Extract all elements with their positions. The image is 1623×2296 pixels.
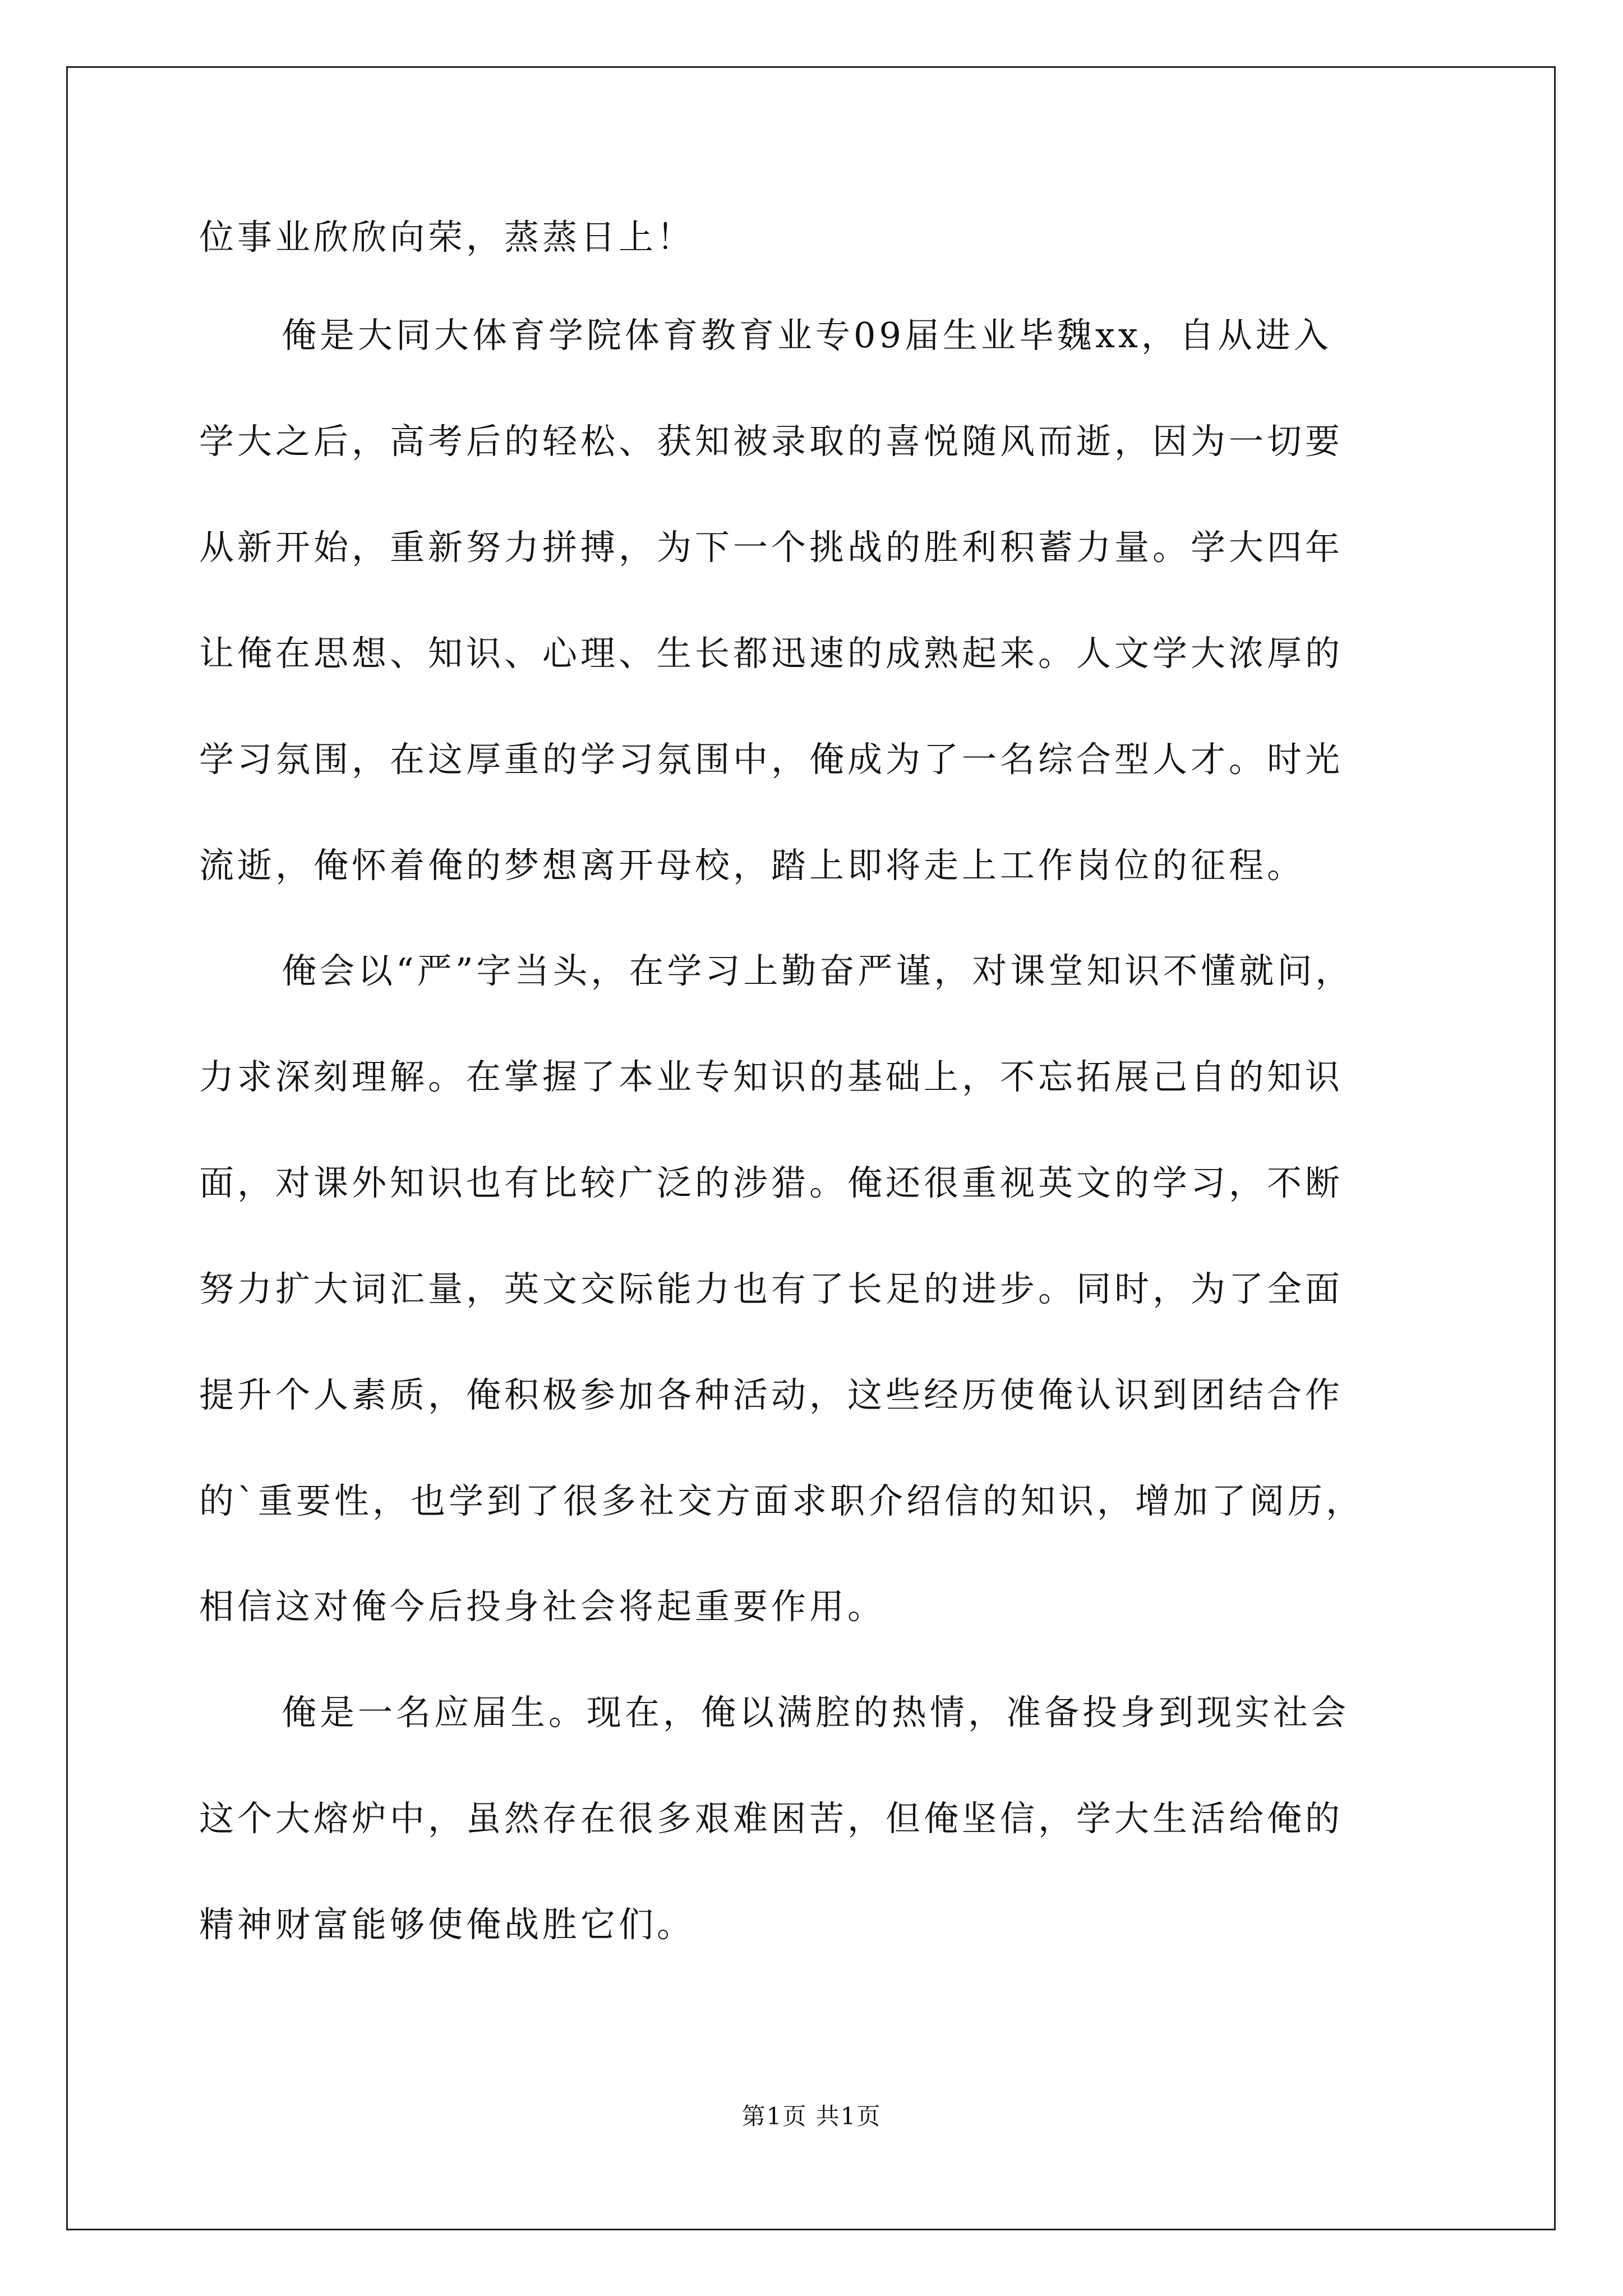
text-line: 面，对课外知识也有比较广泛的涉猎。俺还很重视英文的学习，不断: [199, 1162, 1344, 1203]
text-line: 精神财富能够使俺战胜它们。: [199, 1904, 695, 1945]
text-line: 力求深刻理解。在掌握了本业专知识的基础上，不忘拓展己自的知识: [199, 1056, 1344, 1097]
paragraph-first-line: 俺是大同大体育学院体育教育业专09届生业毕魏xx，自从进入: [282, 315, 1332, 356]
paragraph-first-line: 俺是一名应届生。现在，俺以满腔的热情，准备投身到现实社会: [282, 1692, 1350, 1733]
text-line: 学习氛围，在这厚重的学习氛围中，俺成为了一名综合型人才。时光: [199, 739, 1344, 780]
text-line: 这个大熔炉中，虽然存在很多艰难困苦，但俺坚信，学大生活给俺的: [199, 1798, 1344, 1839]
page-number-footer: 第1页 共1页: [741, 2102, 882, 2130]
text-line: 努力扩大词汇量，英文交际能力也有了长足的进步。同时，为了全面: [199, 1268, 1344, 1309]
text-line: 学大之后，高考后的轻松、获知被录取的喜悦随风而逝，因为一切要: [199, 421, 1344, 462]
text-line: 让俺在思想、知识、心理、生长都迅速的成熟起来。人文学大浓厚的: [199, 633, 1344, 674]
paragraph-first-line: 俺会以“严”字当头，在学习上勤奋严谨，对课堂知识不懂就问，: [282, 950, 1354, 991]
text-line: 相信这对俺今后投身社会将起重要作用。: [199, 1586, 886, 1627]
text-line: 位事业欣欣向荣，蒸蒸日上！: [199, 217, 695, 257]
text-line: 提升个人素质，俺积极参加各种活动，这些经历使俺认识到团结合作: [199, 1374, 1344, 1415]
text-line: 从新开始，重新努力拼搏，为下一个挑战的胜利积蓄力量。学大四年: [199, 527, 1344, 568]
text-line: 流逝，俺怀着俺的梦想离开母校，踏上即将走上工作岗位的征程。: [199, 845, 1306, 886]
text-line: 的`重要性，也学到了很多社交方面求职介绍信的知识，增加了阅历，: [199, 1480, 1364, 1521]
